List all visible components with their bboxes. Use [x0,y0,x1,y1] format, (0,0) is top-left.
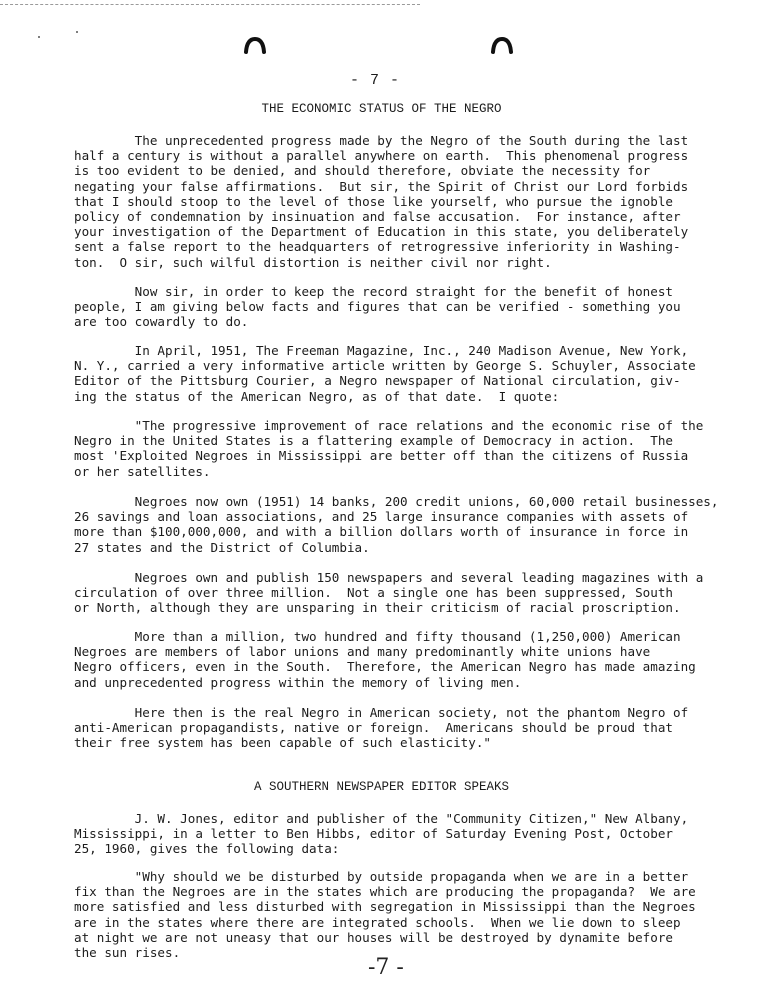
speck-mark [38,36,40,38]
page-number-top: - 7 - [350,72,401,89]
binder-hole-left-icon [244,36,266,54]
speck-mark [76,31,78,33]
section-heading-economic-status: THE ECONOMIC STATUS OF THE NEGRO [261,102,502,116]
paragraph: J. W. Jones, editor and publisher of the "Community Citizen," New Albany, Mississippi, in a letter to Ben Hibbs, editor of Saturday Evening Post, October 25, 1960, gives the following data: [74,811,689,857]
binder-hole-right-icon [491,36,513,54]
quoted-paragraph: More than a million, two hundred and fifty thousand (1,250,000) American Negroes are members of labor unions and many predominantly white unions have Negro officers, even in the South. Therefore, the American Negro has made amazing and unprecedented progress within the memory of living men. [74,629,696,690]
top-dashed-edge [0,4,420,5]
quoted-paragraph: Here then is the real Negro in American society, not the phantom Negro of anti-American propagandists, native or foreign. Americans should be proud that their free system has been capable of such elasticity." [74,705,689,751]
quoted-paragraph: "Why should we be disturbed by outside propaganda when we are in a better fix than the Negroes are in the states which are producing the propaganda? We are more satisfied and less disturbed with segregation in Mississippi than the Negroes are in the states where there are integrated schools. When we lie down to sleep at night we are not uneasy that our houses will be destroyed by dynamite before the sun rises. [74,869,696,961]
quoted-paragraph: Negroes now own (1951) 14 banks, 200 credit unions, 60,000 retail businesses, 26 savings and loan associations, and 25 large insurance companies with assets of more than $100,000,000, and with a billion dollars worth of insurance in force in 27 states and the District of Columbia. [74,494,719,555]
section-heading-newspaper-editor: A SOUTHERN NEWSPAPER EDITOR SPEAKS [253,780,510,794]
quoted-paragraph: Negroes own and publish 150 newspapers and several leading magazines with a circulation of over three million. Not a single one has been suppressed, South or North, although they are unsparing in their criticism of racial proscription. [74,570,704,616]
quoted-paragraph: "The progressive improvement of race relations and the economic rise of the Negro in the United States is a flattering example of Democracy in action. The most 'Exploited Negroes in Mississippi are better off than the citizens of Russia or her satellites. [74,418,704,479]
paragraph: Now sir, in order to keep the record straight for the benefit of honest people, I am giving below facts and figures that can be verified - something you are too cowardly to do. [74,284,681,330]
page-number-bottom: -7 - [368,955,404,980]
paragraph: In April, 1951, The Freeman Magazine, Inc., 240 Madison Avenue, New York, N. Y., carried a very informative article written by George S. Schuyler, Associate Editor of the Pittsburg Courier, a Negro newspaper of National circulation, giv- ing the status of the American Negro, as of that date. I quote: [74,343,696,404]
paragraph: The unprecedented progress made by the Negro of the South during the last half a century is without a parallel anywhere on earth. This phenomenal progress is too evident to be denied, and should therefore, obviate the necessity for negating your false affirmations. But sir, the Spirit of Christ our Lord forbids that I should stoop to the level of those like yourself, who pursue the ignoble policy of condemnation by insinuation and false accusation. For instance, after your investigation of the Department of Education in this state, you deliberately sent a false report to the headquarters of retrogressive inferiority in Washing- ton. O sir, such wilful distortion is neither civil nor right. [74,133,689,270]
